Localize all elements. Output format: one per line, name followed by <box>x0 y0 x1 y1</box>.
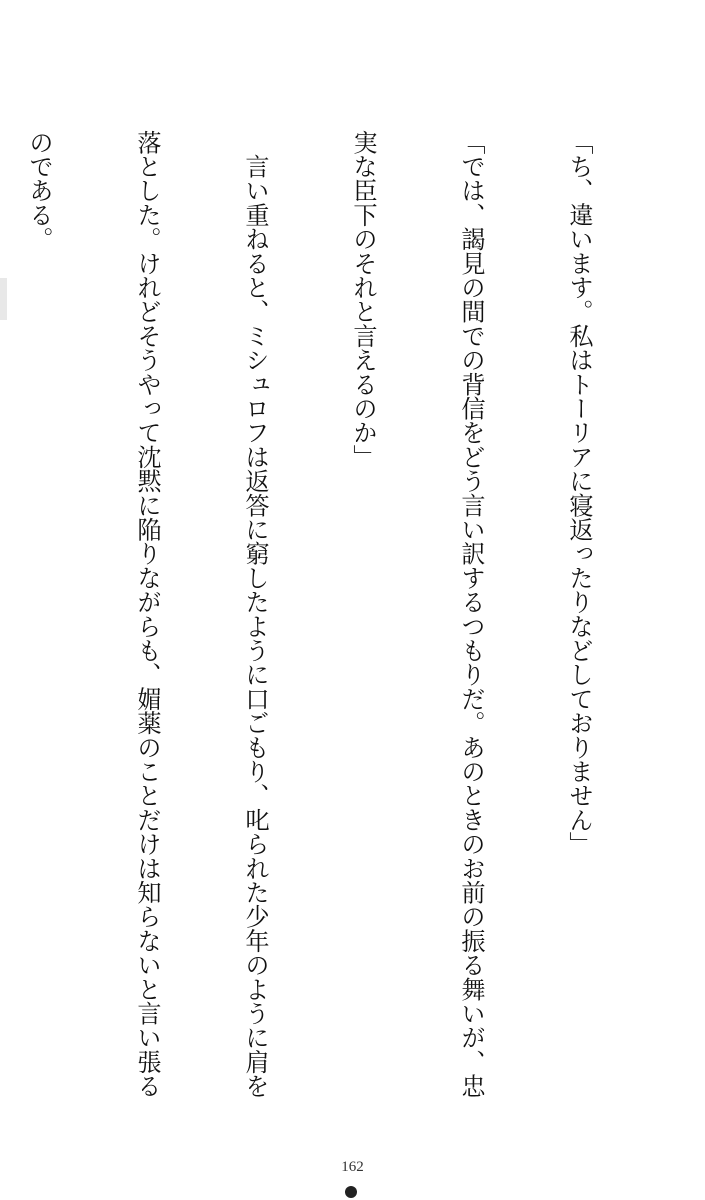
text-line-5: 落とした。けれどそうやって沈黙に陥りながらも、媚薬のことだけは知らないと言い張る <box>133 130 161 1098</box>
text-line-6: のである。 <box>25 130 53 251</box>
text-line-2: 「では、謁見の間での背信をどう言い訳するつもりだ。あのときのお前の振る舞いが、忠 <box>457 130 485 1098</box>
text-line-4: 言い重ねると、ミシュロフは返答に窮したように口ごもり、叱られた少年のように肩を <box>241 130 269 1098</box>
text-line-1: 「ち、違います。私はトーリアに寝返ったりなどしておりません」 <box>565 130 593 856</box>
page-number: 162 <box>341 1159 364 1175</box>
vertical-text-area <box>25 130 669 1098</box>
vertical-text-column-group <box>0 130 669 1098</box>
text-line-3: 実な臣下のそれと言えるのか」 <box>349 130 377 469</box>
page-dot-decoration <box>345 1186 357 1198</box>
